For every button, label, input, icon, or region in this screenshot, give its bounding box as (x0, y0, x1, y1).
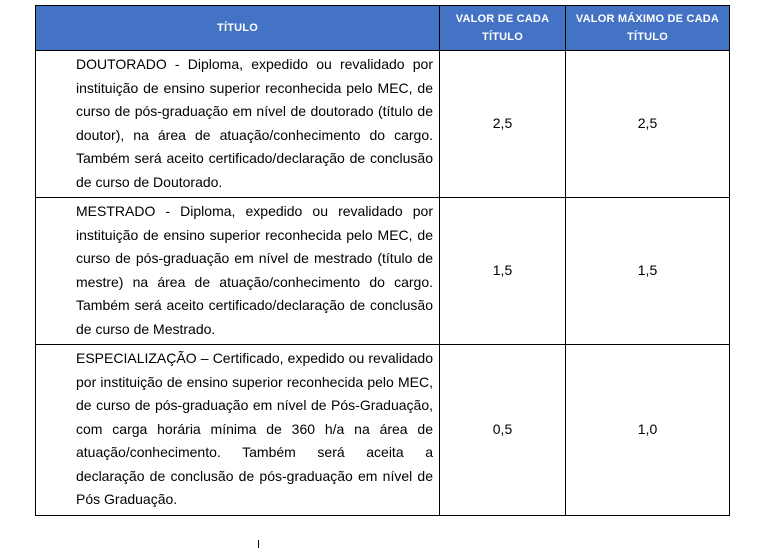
row-value-each: 1,5 (440, 198, 566, 345)
table-header (36, 6, 730, 51)
row-max-value: 1,0 (566, 345, 730, 516)
row-description: ESPECIALIZAÇÃO – Certificado, expedido ou revalidado por instituição de ensino superior reconhecida pelo MEC, de curso de pós-graduação em nível de Pós-Graduação, com carga horária mínima de 360 h/a na área de atuação/conhecimento. Também será aceita a declaração de conclusão de pós-graduação em nível de Pós Graduação. (36, 345, 440, 516)
row-max-value: 1,5 (566, 198, 730, 345)
header-max-value-each: VALOR MÁXIMO DE CADA TÍTULO (566, 6, 730, 51)
table-row-especializacao (36, 345, 730, 516)
row-max-value: 2,5 (566, 51, 730, 198)
header-row (36, 6, 730, 51)
row-value-each: 0,5 (440, 345, 566, 516)
row-description: DOUTORADO - Diploma, expedido ou revalidado por instituição de ensino superior reconhecida pelo MEC, de curso de pós-graduação em nível de doutorado (título de doutor), na área de atuação/conhecimento do cargo. Também será aceito certificado/declaração de conclusão de curso de Doutorado. (36, 51, 440, 198)
table-body (36, 51, 730, 516)
page-edge-mark (258, 540, 259, 548)
table-row-mestrado (36, 198, 730, 345)
row-value-each: 2,5 (440, 51, 566, 198)
row-description: MESTRADO - Diploma, expedido ou revalidado por instituição de ensino superior reconhecida pelo MEC, de curso de pós-graduação em nível de mestrado (título de mestre) na área de atuação/conhecimento do cargo. Também será aceito certificado/declaração de conclusão de curso de Mestrado. (36, 198, 440, 345)
header-value-each: VALOR DE CADA TÍTULO (440, 6, 566, 51)
header-title: TÍTULO (36, 6, 440, 51)
table-row-doutorado (36, 51, 730, 198)
titles-table (35, 5, 730, 516)
